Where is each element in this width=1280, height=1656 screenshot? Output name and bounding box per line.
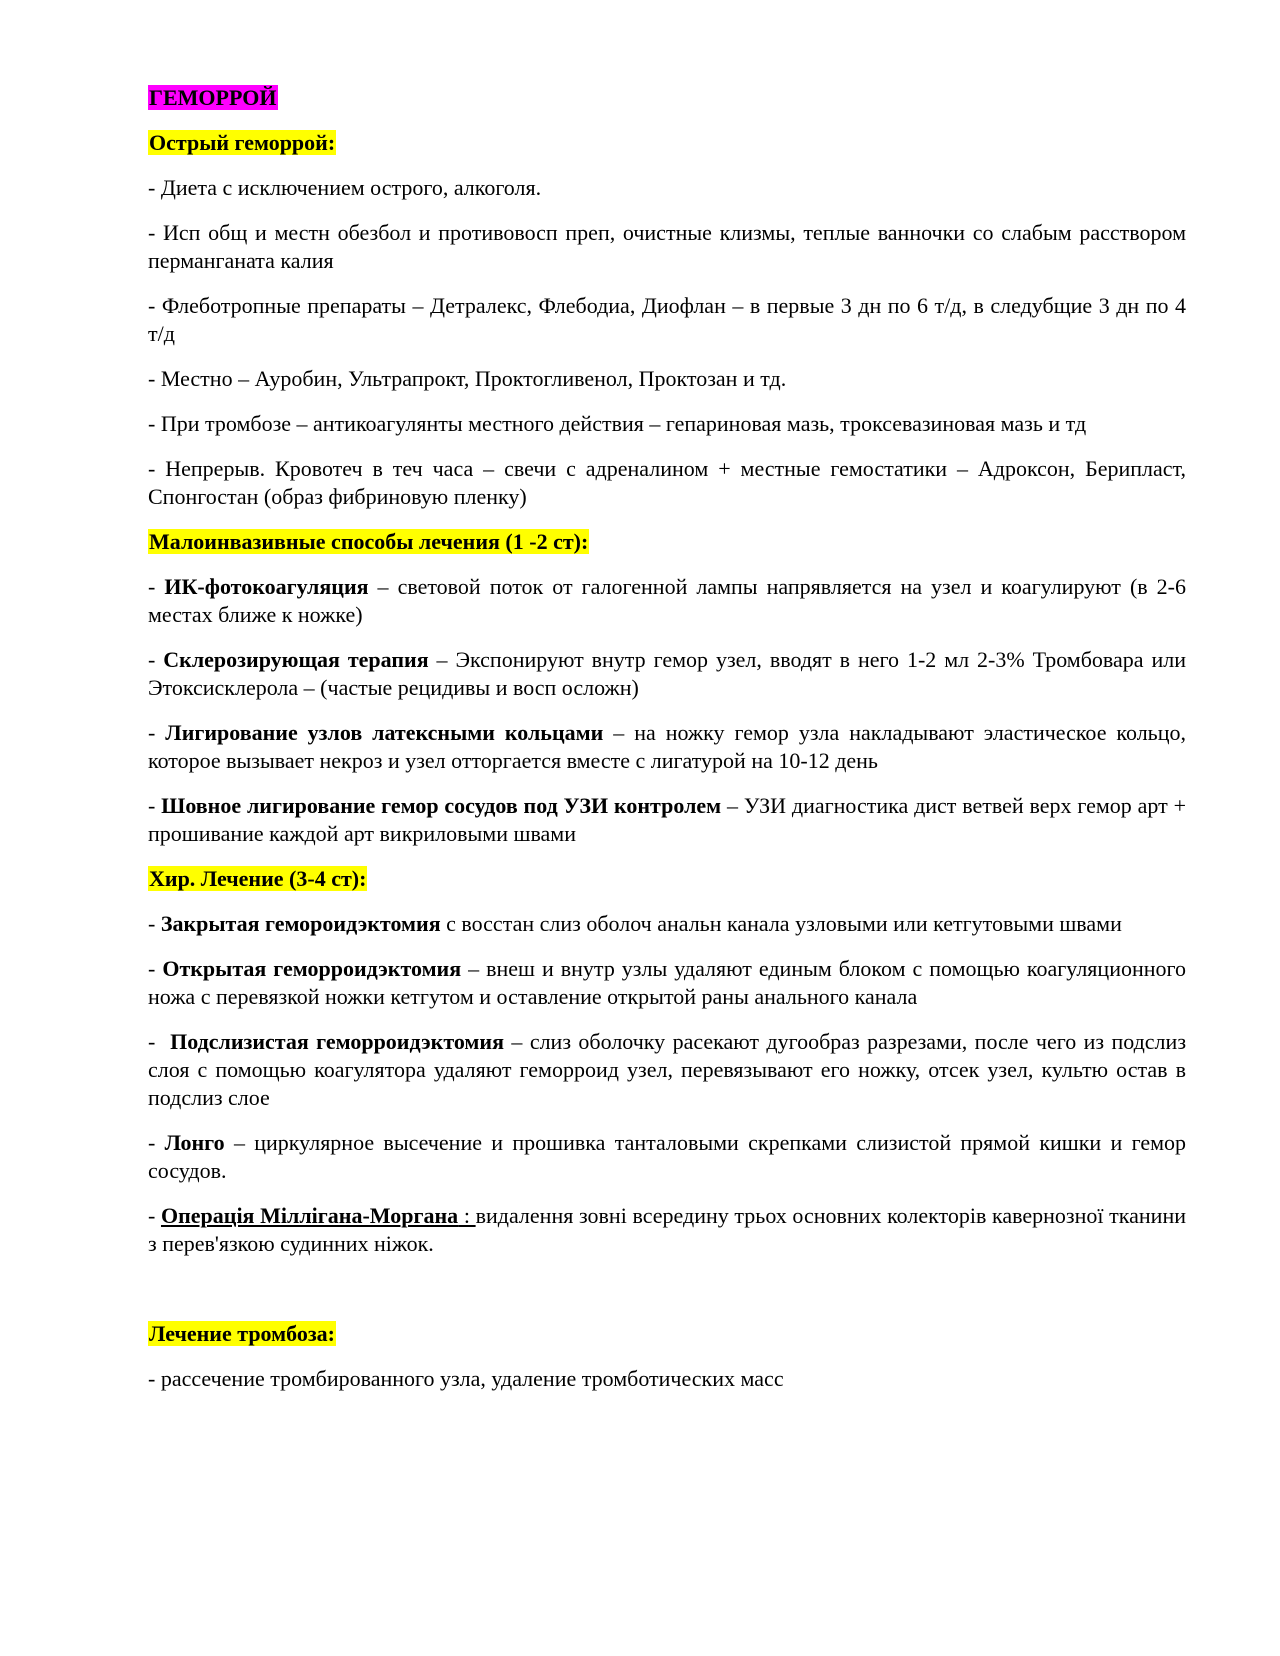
minimal-heading-text: Малоинвазивные способы лечения (1 -2 ст):	[149, 529, 589, 554]
item-term: Операція Міллігана-Моргана	[160, 1203, 459, 1228]
surgical-heading-text: Хир. Лечение (3-4 ст):	[149, 866, 367, 891]
acute-item: - Флеботропные препараты – Детралекс, Флебодиа, Диофлан – в первые 3 дн по 6 т/д, в следубщие 3 дн по 4 т/д	[148, 293, 1186, 346]
item-text: – УЗИ диагностика дист ветвей верх гемор арт + прошивание каждой арт викриловыми швами	[148, 793, 1186, 846]
surgical-item	[148, 910, 1186, 938]
section-heading-minimal	[148, 528, 1186, 556]
minimal-item	[148, 719, 1186, 775]
section-heading-thrombosis	[148, 1320, 1186, 1348]
item-prefix: -	[148, 647, 164, 672]
minimal-item	[148, 573, 1186, 629]
item-term: Закрытая гемороидэктомия	[160, 911, 441, 936]
item-text: – Экспонируют внутр гемор узел, вводят в него 1-2 мл 2-3% Тромбовара или Этоксисклерола – (частые рецидивы и восп осложн)	[148, 647, 1186, 700]
surgical-item	[148, 955, 1186, 1011]
item-text: – циркулярное высечение и прошивка танталовыми скрепками слизистой прямой кишки и гемор сосудов.	[148, 1130, 1187, 1183]
item-term: Подслизистая геморроидэктомия	[170, 1029, 505, 1054]
item-colon: :	[458, 1203, 476, 1228]
item-text: – световой поток от галогенной лампы напрявляется на узел и коагулируют (в 2-6 местах ближе к ножке)	[148, 574, 1187, 627]
item-prefix: -	[148, 574, 165, 599]
item-text: – слиз оболочку расекают дугообраз разрезами, после чего из подслиз слоя с помощью коагулятора удаляют геморроид узел, перевязывают его ножку, отсек узел, культю остав в подслиз слое	[148, 1029, 1187, 1110]
section-heading-surgical	[148, 865, 1186, 893]
item-prefix: -	[148, 793, 162, 818]
item-term: Открытая геморроидэктомия	[162, 956, 462, 981]
acute-item: - Непрерыв. Кровотеч в теч часа – свечи с адреналином + местные гемостатики – Адроксон, Берипласт, Спонгостан (образ фибриновую пленку)	[148, 456, 1186, 509]
acute-item: - Диета с исключением острого, алкоголя.	[148, 175, 542, 200]
acute-item: - Местно – Ауробин, Ультрапрокт, Проктогливенол, Проктозан и тд.	[148, 366, 787, 391]
item-text: с восстан слиз оболоч анальн канала узловыми или кетгутовыми швами	[440, 911, 1122, 936]
item-text: – внеш и внутр узлы удаляют единым блоком с помощью коагуляционного ножа с перевязкой ножки кетгутом и оставление открытой раны анального канала	[148, 956, 1186, 1009]
item-term: Склерозирующая терапия	[163, 647, 429, 672]
document-page	[148, 84, 1186, 1410]
thrombosis-item: - рассечение тромбированного узла, удаление тромботических масс	[148, 1366, 784, 1391]
document-title	[148, 84, 1186, 112]
item-prefix: -	[148, 1130, 165, 1155]
surgical-item	[148, 1129, 1186, 1185]
acute-item: - При тромбозе – антикоагулянты местного действия – гепариновая мазь, троксевазиновая мазь и тд	[148, 411, 1087, 436]
item-term: ИК-фотокоагуляция	[164, 574, 369, 599]
acute-heading-text: Острый геморрой:	[149, 130, 336, 155]
item-prefix: -	[148, 956, 163, 981]
item-term: Шовное лигирование гемор сосудов под УЗИ контролем	[161, 793, 722, 818]
surgical-item	[148, 1028, 1186, 1112]
item-prefix: -	[148, 720, 166, 745]
item-prefix: -	[148, 1029, 171, 1054]
section-heading-acute	[148, 129, 1186, 157]
item-term: Лигирование узлов латексными кольцами	[165, 720, 604, 745]
item-prefix: -	[148, 911, 161, 936]
item-prefix: -	[148, 1203, 161, 1228]
title-highlight: ГЕМОРРОЙ	[149, 85, 277, 110]
thrombosis-heading-text: Лечение тромбоза:	[149, 1321, 336, 1346]
item-text: – на ножку гемор узла накладывают эластическое кольцо, которое вызывает некроз и узел отторгается вместе с лигатурой на 10-12 день	[148, 720, 1186, 773]
acute-item: - Исп общ и местн обезбол и противовосп преп, очистные клизмы, теплые ванночки со слабым расствором перманганата калия	[148, 220, 1186, 273]
item-text: видалення зовні всередину трьох основних колекторів кавернозної тканини з перев'язкою судинних ніжок.	[148, 1203, 1186, 1256]
surgical-item-milligan	[148, 1202, 1186, 1258]
minimal-item	[148, 792, 1186, 848]
item-term: Лонго	[164, 1130, 225, 1155]
minimal-item	[148, 646, 1186, 702]
blank-line	[148, 1275, 1186, 1320]
